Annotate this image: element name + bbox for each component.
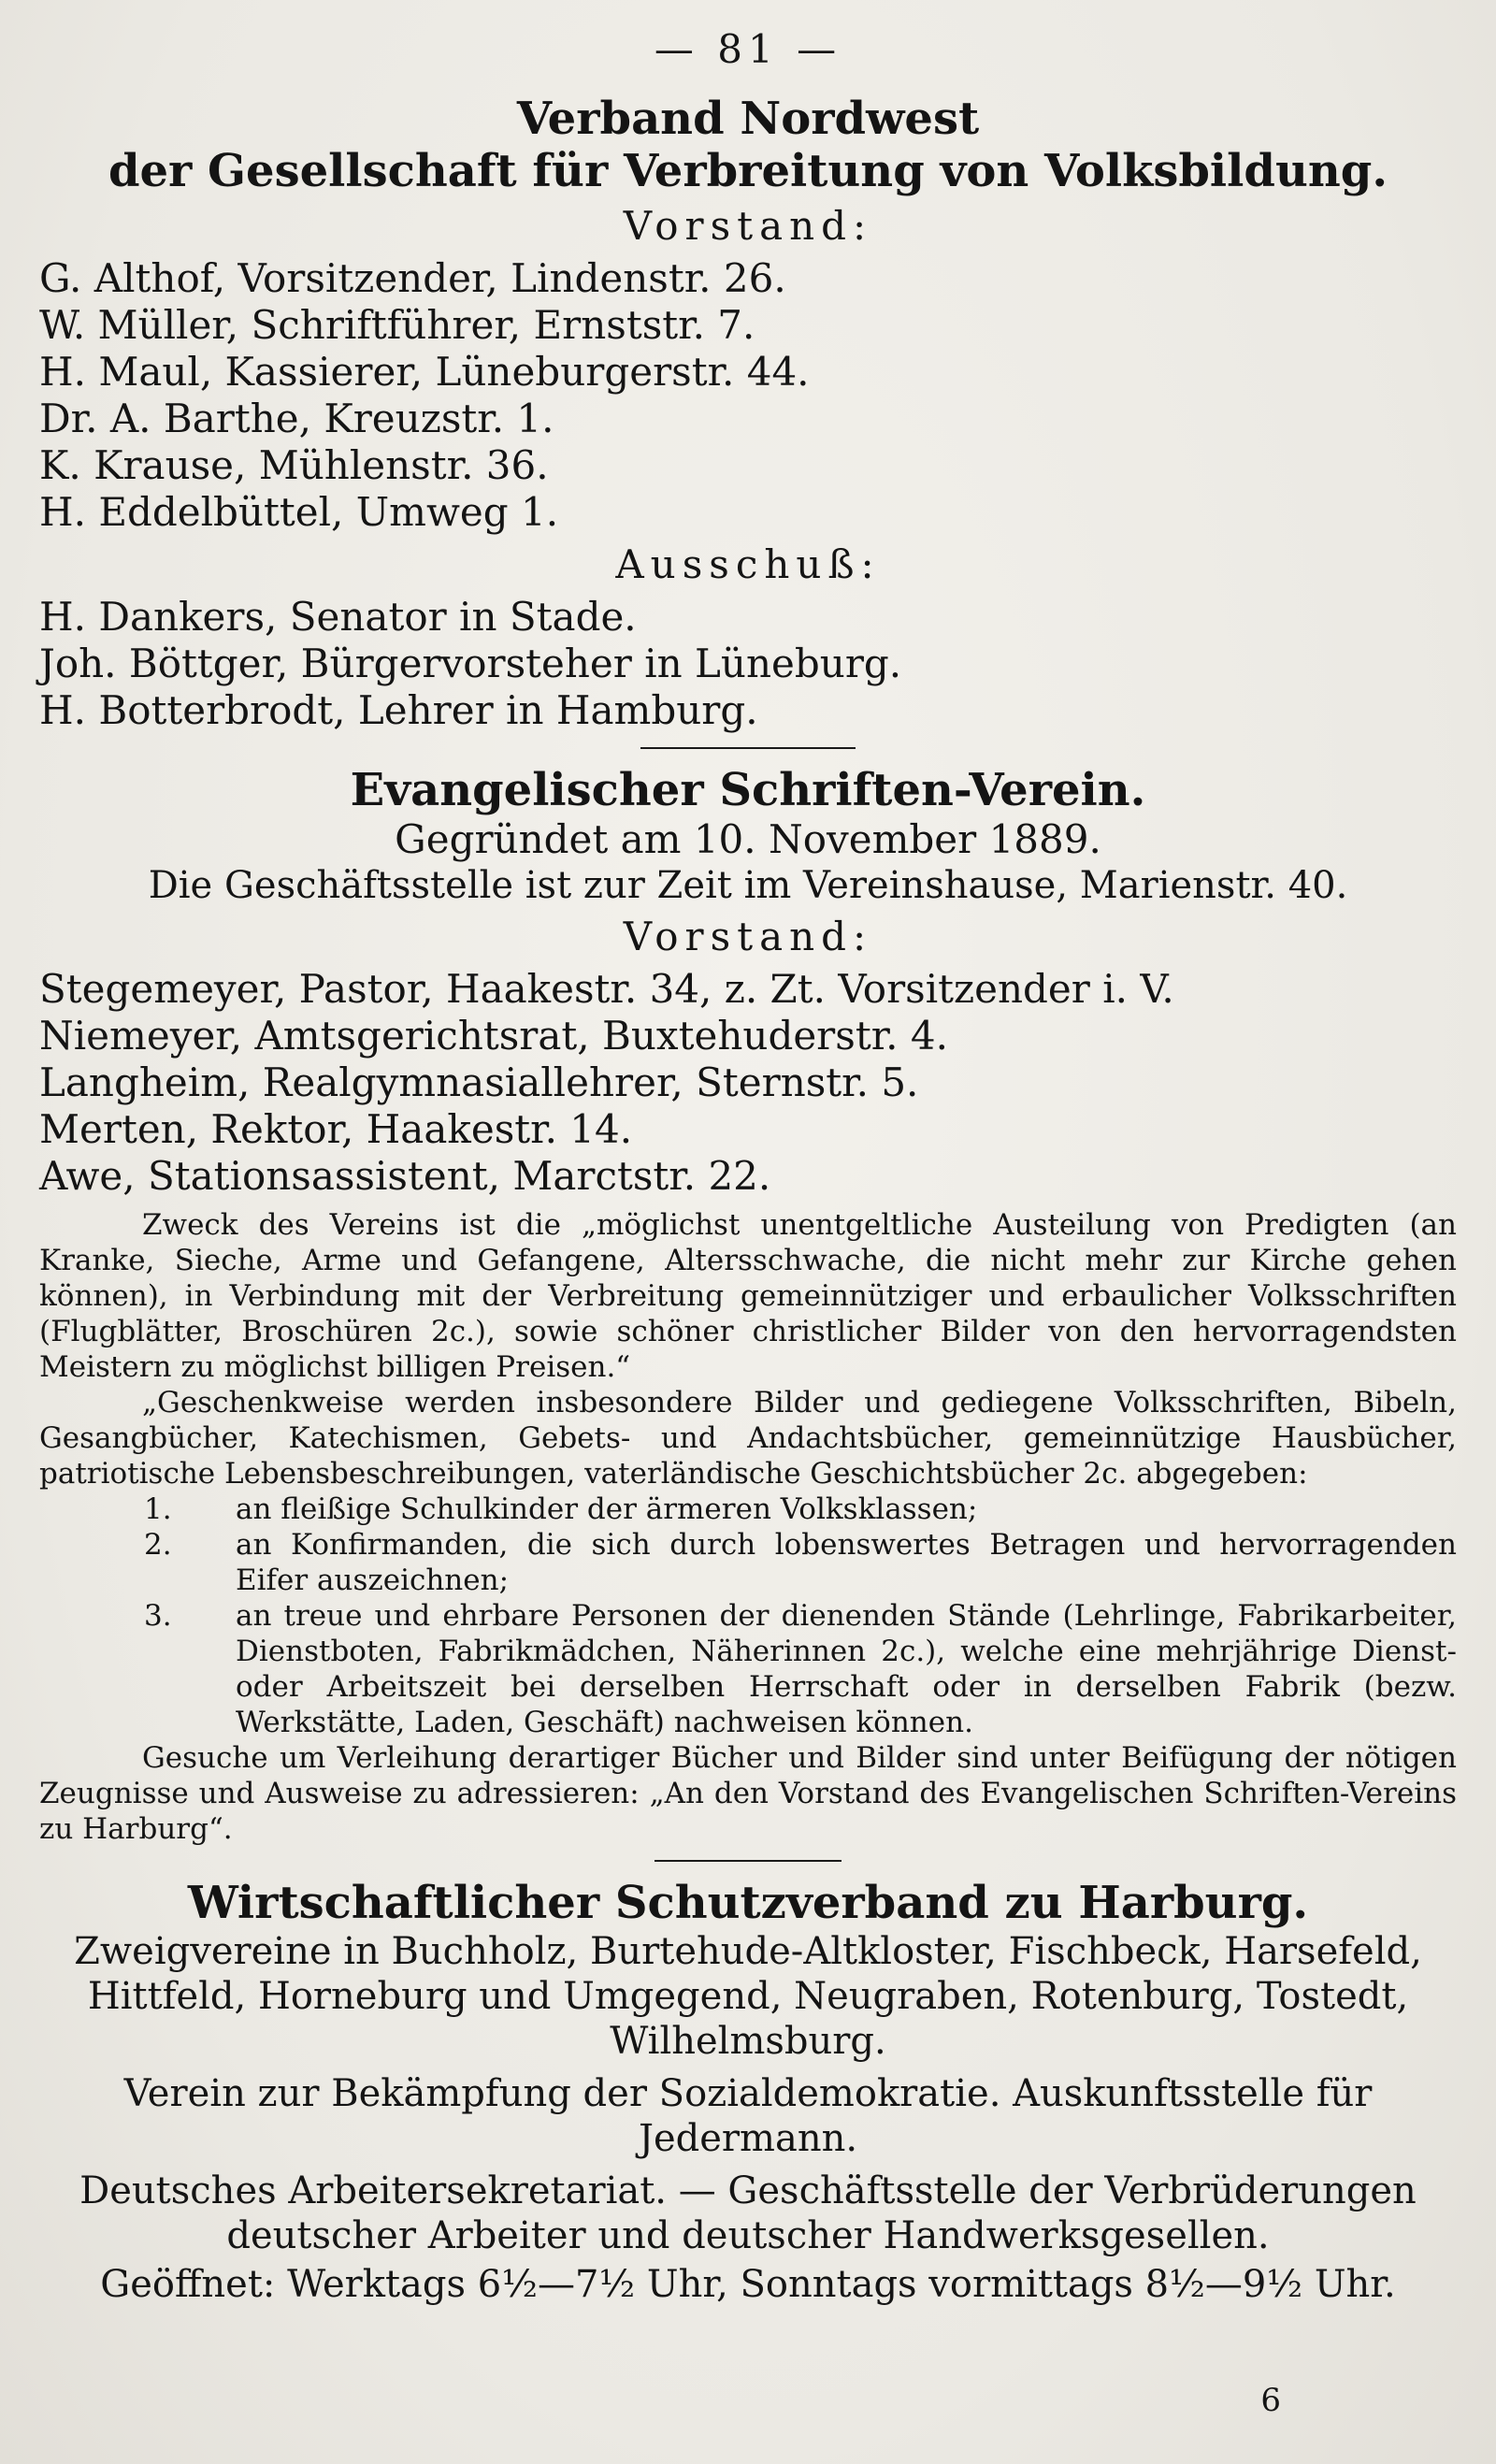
association-text: Verein zur Bekämpfung der Sozialdemokratie. Auskunftsstelle für Jedermann. <box>123 2072 1373 2160</box>
opening-hours: Geöffnet: Werktags 6½—7½ Uhr, Sonntags vormittags 8½—9½ Uhr. <box>100 2263 1396 2306</box>
section-title-line2: der Gesellschaft für Verbreitung von Volksbildung. <box>108 145 1388 197</box>
section-title: Verband Nordwest <box>516 93 980 145</box>
list-item-number: 1. <box>144 1492 172 1526</box>
committee-member: Joh. Böttger, Bürgervorsteher in Lüneburg. <box>39 641 902 686</box>
list-item-text: an fleißige Schulkinder der ärmeren Volksklassen; <box>236 1492 978 1526</box>
list-item-text: an Konfirmanden, die sich durch lobenswertes Betragen und hervorragenden Eifer auszeichnen; <box>236 1528 1457 1597</box>
board-member: H. Eddelbüttel, Umweg 1. <box>39 489 559 535</box>
purpose-paragraph: Zweck des Vereins ist die „möglichst unentgeltliche Austeilung von Predigten (an Kranke, Sieche, Arme und Gefangene, Altersschwache, die nicht mehr zur Kirche gehen können), in Verbindung mit der Verbreitung gemeinnütziger und erbaulicher Volksschriften (Flugblätter, Broschüren 2c.), sowie schöner christlicher Bilder von den hervorragendsten Meistern zu möglichst billigen Preisen.“ <box>39 1208 1457 1384</box>
board-member: W. Müller, Schriftführer, Ernststr. 7. <box>39 302 755 348</box>
signature-mark: 6 <box>1260 2382 1281 2419</box>
section-verband-nordwest <box>39 93 1457 734</box>
board-member: Merten, Rektor, Haakestr. 14. <box>39 1106 633 1152</box>
committee-heading: Ausschuß: <box>615 541 881 587</box>
branches-text: Zweigvereine in Buchholz, Burtehude-Altkloster, Fischbeck, Harsefeld, Hittfeld, Horneburg und Umgegend, Neugraben, Rotenburg, Tostedt, Wilhelmsburg. <box>74 1930 1422 2063</box>
committee-member: H. Botterbrodt, Lehrer in Hamburg. <box>39 687 758 733</box>
board-list <box>39 966 1457 1200</box>
gifts-intro-paragraph: „Geschenkweise werden insbesondere Bilder und gediegene Volksschriften, Bibeln, Gesangbücher, Katechismen, Gebets- und Andachtsbücher, gemeinnützige Hausbücher, patriotische Lebensbeschreibungen, vaterländische Geschichtsbücher 2c. abgegeben: <box>39 1386 1457 1491</box>
list-item-number: 2. <box>144 1528 172 1562</box>
founded-date: Gegründet am 10. November 1889. <box>395 816 1101 862</box>
board-member: H. Maul, Kassierer, Lüneburgerstr. 44. <box>39 349 810 395</box>
section-schutzverband <box>39 1877 1457 2307</box>
board-member: Stegemeyer, Pastor, Haakestr. 34, z. Zt. Vorsitzender i. V. <box>39 966 1174 1012</box>
committee-list <box>39 594 1457 734</box>
board-member: Awe, Stationsassistent, Marctstr. 22. <box>39 1153 771 1199</box>
board-list <box>39 255 1457 536</box>
board-member: Langheim, Realgymnasiallehrer, Sternstr. 5. <box>39 1059 919 1105</box>
list-item <box>39 1527 1457 1598</box>
list-item <box>39 1491 1457 1527</box>
list-item-number: 3. <box>144 1599 172 1633</box>
secretariat-text: Deutsches Arbeitersekretariat. — Geschäftsstelle der Verbrüderungen deutscher Arbeiter und deutscher Handwerksgesellen. <box>79 2169 1417 2257</box>
list-item-text: an treue und ehrbare Personen der dienenden Stände (Lehrlinge, Fabrikarbeiter, Dienstboten, Fabrikmädchen, Näherinnen 2c.), welche eine mehrjährige Dienst- oder Arbeitszeit bei derselben Herrschaft oder in derselben Fabrik (bezw. Werkstätte, Laden, Geschäft) nachweisen können. <box>236 1599 1457 1739</box>
section-title: Wirtschaftlicher Schutzverband zu Harburg. <box>187 1877 1309 1929</box>
gifts-list <box>39 1491 1457 1740</box>
committee-member: H. Dankers, Senator in Stade. <box>39 594 637 640</box>
board-member: K. Krause, Mühlenstr. 36. <box>39 442 549 488</box>
requests-paragraph: Gesuche um Verleihung derartiger Bücher und Bilder sind unter Beifügung der nötigen Zeugnisse und Ausweise zu adressieren: „An den Vorstand des Evangelischen Schriften-Vereins zu Harburg“. <box>39 1741 1457 1846</box>
board-member: G. Althof, Vorsitzender, Lindenstr. 26. <box>39 255 786 301</box>
page-number: — 81 — <box>654 26 842 72</box>
office-address: Die Geschäftsstelle ist zur Zeit im Vereinshause, Marienstr. 40. <box>148 864 1348 907</box>
board-heading: Vorstand: <box>623 914 873 959</box>
board-member: Dr. A. Barthe, Kreuzstr. 1. <box>39 396 554 441</box>
section-schriften-verein <box>39 764 1457 1847</box>
board-member: Niemeyer, Amtsgerichtsrat, Buxtehuderstr. 4. <box>39 1013 948 1059</box>
list-item <box>39 1598 1457 1740</box>
section-divider <box>640 747 856 749</box>
section-divider <box>654 1860 842 1862</box>
board-heading: Vorstand: <box>623 203 873 249</box>
section-title: Evangelischer Schriften-Verein. <box>350 764 1146 816</box>
